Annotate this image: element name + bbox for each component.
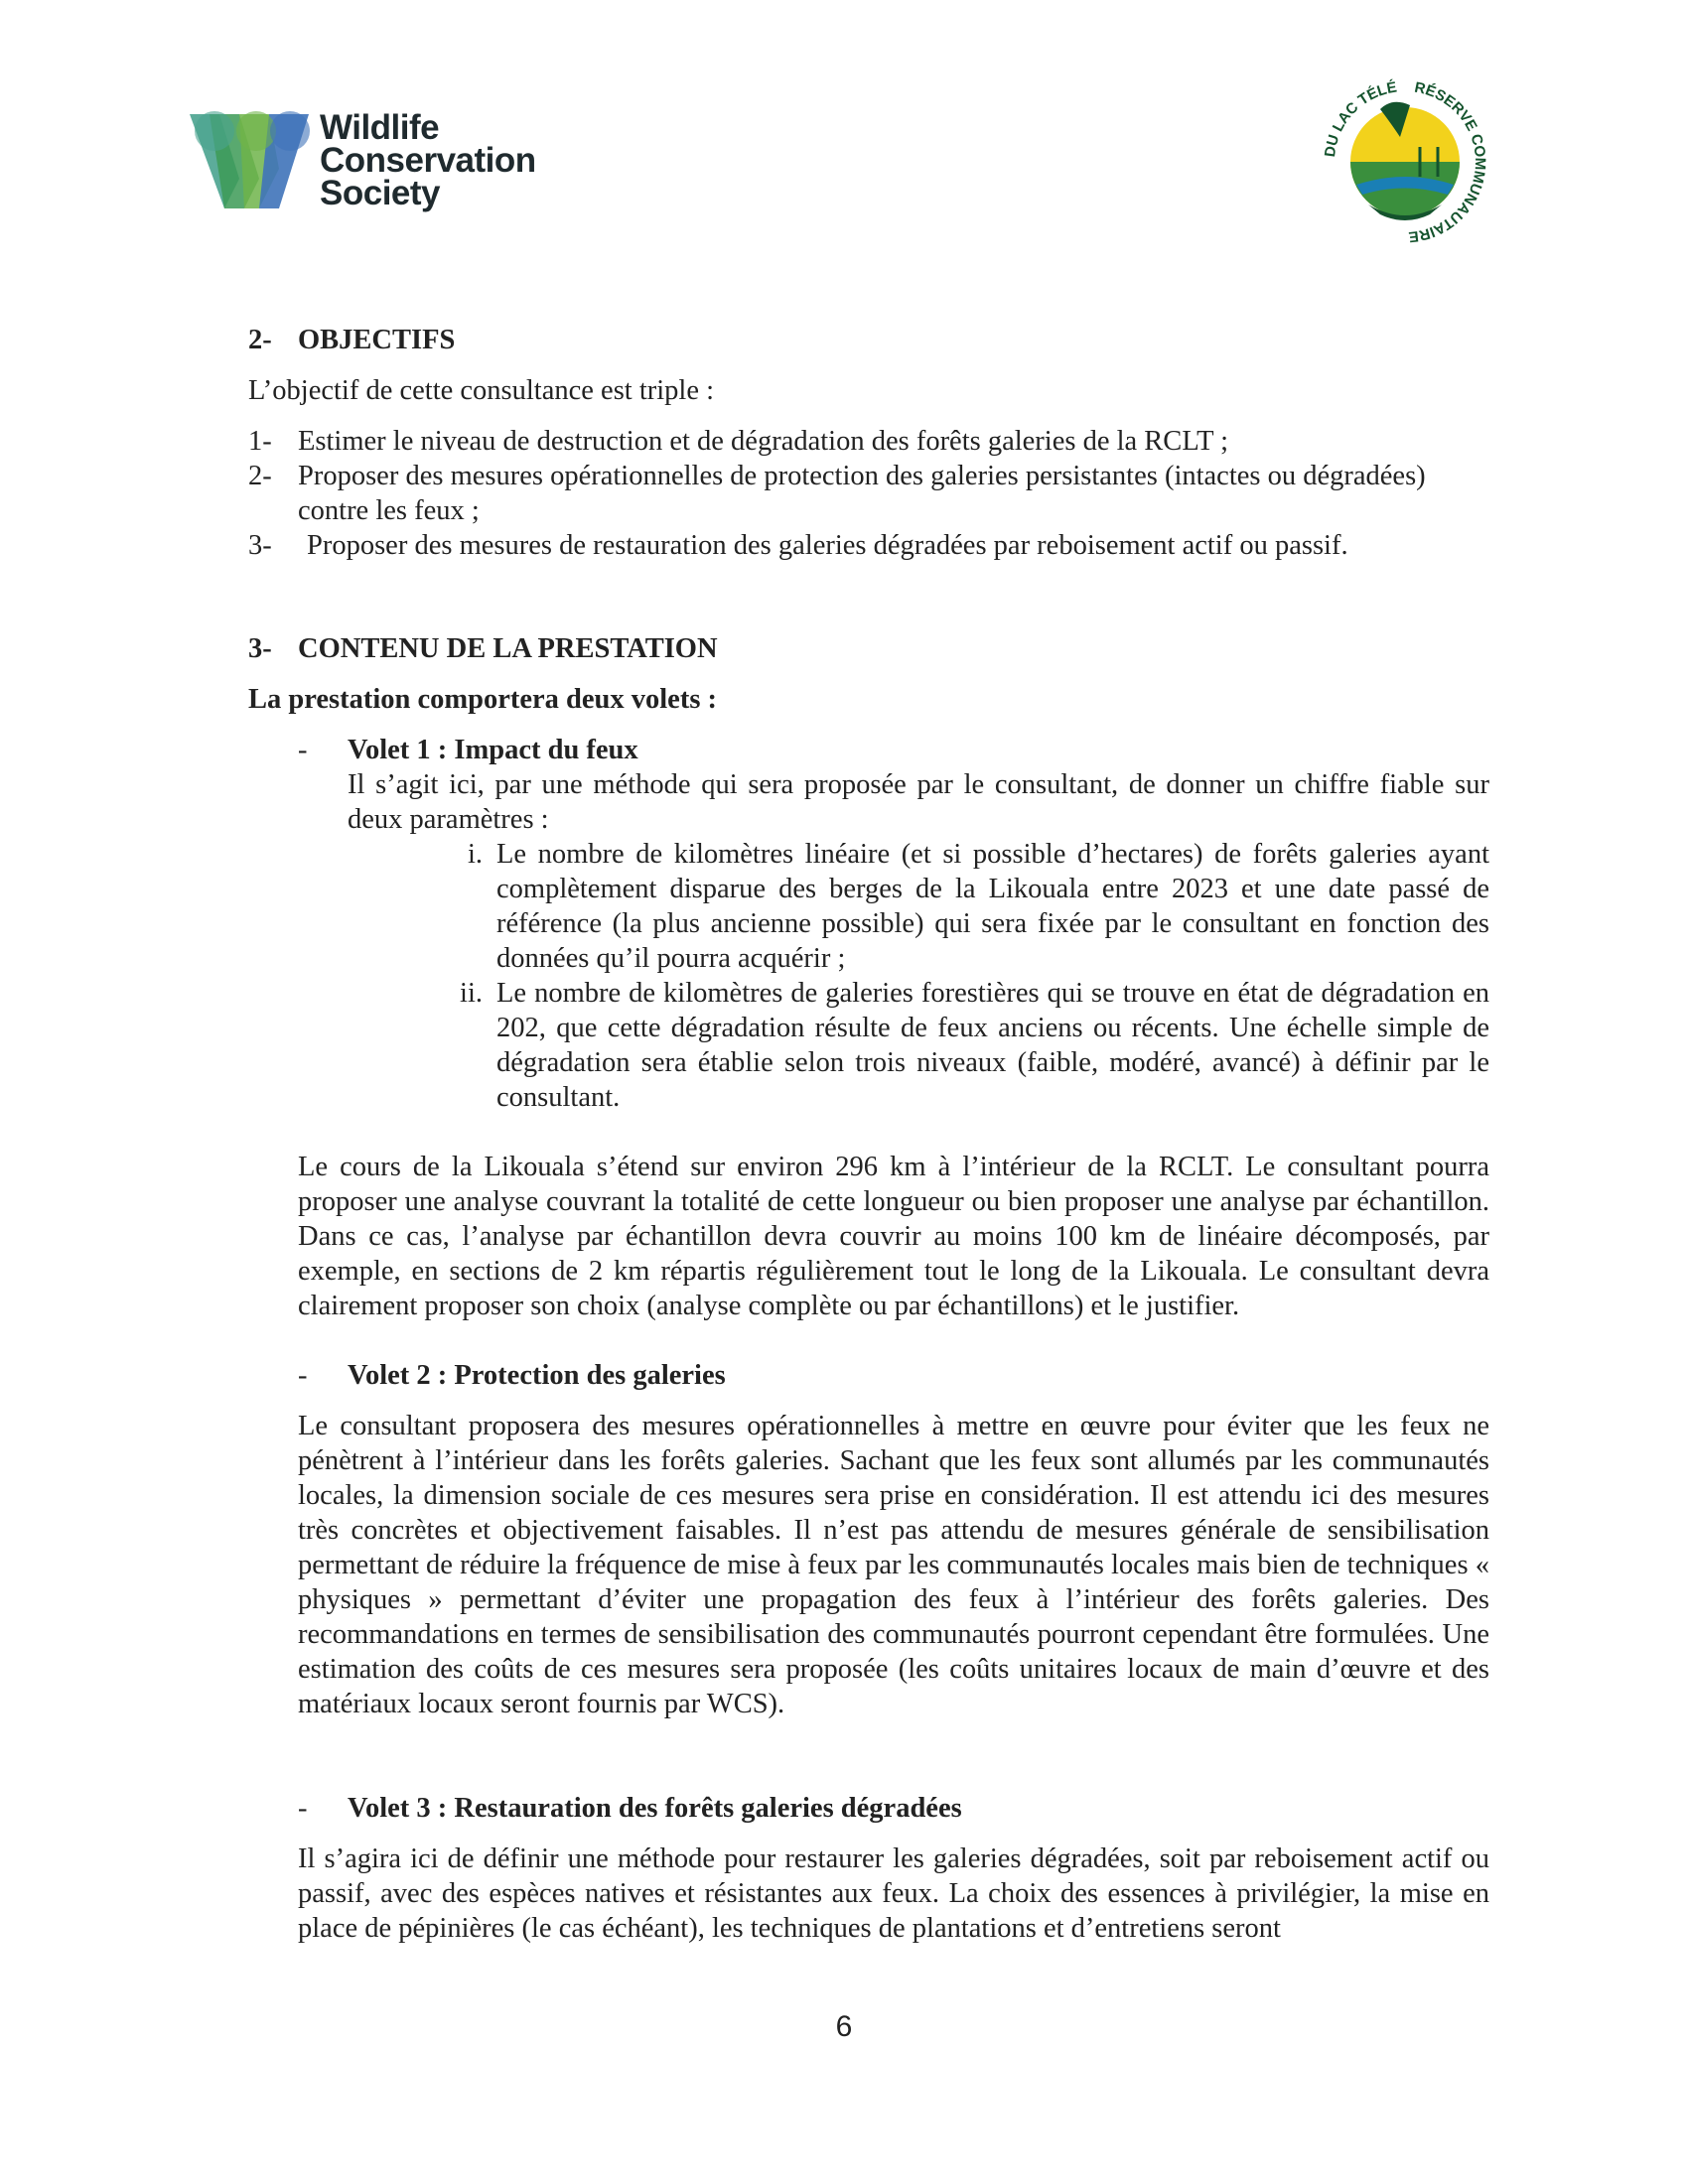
volet-3 <box>298 1791 1489 1826</box>
wcs-logo-text <box>320 108 536 212</box>
roman-list-item <box>437 837 1489 976</box>
section-2-lead: L’objectif de cette consultance est triple : <box>248 375 715 406</box>
list-item-number: 3- <box>248 530 272 561</box>
volet-2 <box>298 1358 1489 1393</box>
list-item-text: Proposer des mesures opérationnelles de protection des galeries persistantes (intactes ou dégradées) contre les feux ; <box>298 461 1426 526</box>
objectives-list <box>248 424 1489 563</box>
roman-numeral: ii. <box>460 978 483 1009</box>
volet-3-heading <box>298 1791 1489 1826</box>
rclt-logo-text-right: RÉSERVE COMMUNAUTAIRE <box>1407 78 1489 246</box>
wcs-w-mark-icon <box>185 109 314 213</box>
section-title: OBJECTIFS <box>298 325 456 355</box>
wcs-logo-line3: Society <box>320 174 440 212</box>
bullet-dash: - <box>298 1793 308 1824</box>
volet-title: Volet 2 : Protection des galeries <box>348 1360 726 1391</box>
roman-item-text: Le nombre de kilomètres de galeries forestières qui se trouve en état de dégradation en 202, que cette dégradation résulte de feux anciens ou récents. Une échelle simple de dégradation sera établie selon trois niveaux (faible, modéré, avancé) à définir par le consultant. <box>496 978 1489 1113</box>
rclt-logo-text-left: DU LAC TÉLÉ <box>1322 78 1399 159</box>
volet-1-intro: Il s’agit ici, par une méthode qui sera proposée par le consultant, de donner un chiffre fiable sur deux paramètres : <box>348 769 1489 835</box>
list-item <box>248 424 1489 459</box>
section-3-subtitle: La prestation comportera deux volets : <box>248 684 718 715</box>
list-item-number: 2- <box>248 461 272 491</box>
rclt-logo-icon <box>1321 77 1489 246</box>
document-body <box>248 323 1489 1946</box>
roman-numeral: i. <box>467 839 483 870</box>
section-number: 3- <box>248 633 272 664</box>
volet-3-paragraph: Il s’agira ici de définir une méthode pour restaurer les galeries dégradées, soit par reboisement actif ou passif, avec des espèces natives et résistantes aux feux. La choix des essences à privilégier, la mise en place de pépinières (le cas échéant), les techniques de plantations et d’entretiens seront <box>298 1843 1489 1944</box>
page-number: 6 <box>835 2010 853 2043</box>
wcs-logo-line1: Wildlife <box>320 108 440 147</box>
volet-2-paragraph: Le consultant proposera des mesures opérationnelles à mettre en œuvre pour éviter que les feux ne pénètrent à l’intérieur dans les forêts galeries. Sachant que les feux sont allumés par les communautés locales, la dimension sociale de ces mesures sera prise en considération. Il est attendu ici des mesures très concrètes et objectivement faisables. Il n’est pas attendu de mesures générale de sensibilisation permettant de réduire la fréquence de mise à feux par les communautés locales mais bien de techniques « physiques » permettant d’éviter une propagation des feux à l’intérieur des forêts galeries. Des recommandations en termes de sensibilisation des communautés pourront cependant être formulées. Une estimation des coûts de ces mesures sera proposée (les coûts unitaires locaux de main d’œuvre et des matériaux locaux seront fournis par WCS). <box>298 1411 1489 1719</box>
wcs-logo-line2: Conservation <box>320 141 536 180</box>
volet-1-heading <box>298 733 1489 767</box>
roman-list-item <box>437 976 1489 1115</box>
list-item <box>248 528 1489 563</box>
list-item-text: Estimer le niveau de destruction et de dégradation des forêts galeries de la RCLT ; <box>298 426 1229 457</box>
roman-item-text: Le nombre de kilomètres linéaire (et si possible d’hectares) de forêts galeries ayant complètement disparue des berges de la Likouala entre 2023 et une date passé de référence (la plus ancienne possible) qui sera fixée par le consultant en fonction des données qu’il pourra acquérir ; <box>496 839 1489 974</box>
wcs-logo <box>185 109 562 218</box>
volet-2-heading <box>298 1358 1489 1393</box>
volet-1 <box>298 733 1489 837</box>
volet-1-paragraph: Le cours de la Likouala s’étend sur environ 296 km à l’intérieur de la RCLT. Le consultant pourra proposer une analyse couvrant la totalité de cette longueur ou bien proposer une analyse par échantillon. Dans ce cas, l’analyse par échantillon devra couvrir au moins 100 km de linéaire décomposés, par exemple, en sections de 2 km répartis régulièrement tout le long de la Likouala. Le consultant devra clairement proposer son choix (analyse complète ou par échantillons) et le justifier. <box>298 1152 1489 1321</box>
list-item <box>248 459 1489 528</box>
section-2-heading <box>248 323 1489 357</box>
list-item-number: 1- <box>248 426 272 457</box>
volet-title: Volet 1 : Impact du feux <box>348 735 638 765</box>
volet-title: Volet 3 : Restauration des forêts galeries dégradées <box>348 1793 962 1824</box>
list-item-text: Proposer des mesures de restauration des galeries dégradées par reboisement actif ou passif. <box>307 530 1348 561</box>
bullet-dash: - <box>298 1360 308 1391</box>
section-number: 2- <box>248 325 272 355</box>
section-title: CONTENU DE LA PRESTATION <box>298 633 718 664</box>
section-3-heading <box>248 631 1489 666</box>
bullet-dash: - <box>298 735 308 765</box>
